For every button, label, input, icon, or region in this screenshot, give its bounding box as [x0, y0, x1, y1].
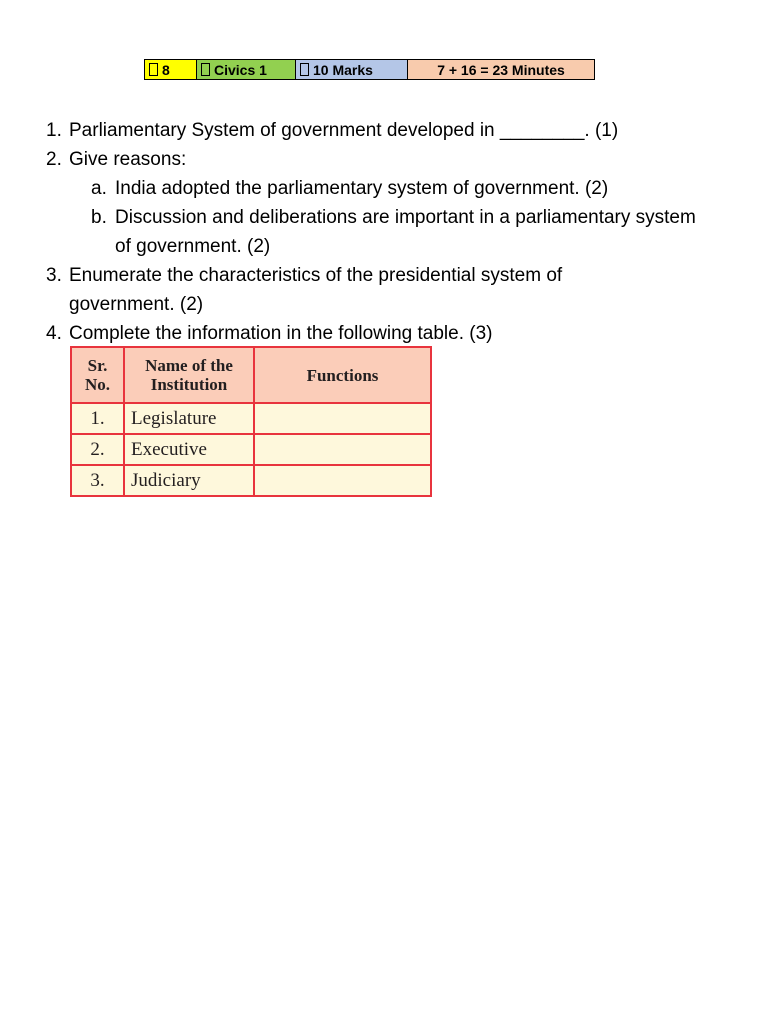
subquestion-letter: a.	[91, 178, 107, 199]
subquestion-letter: b.	[91, 207, 107, 228]
info-bar	[144, 59, 595, 80]
subquestion-text: India adopted the parliamentary system of government. (2)	[115, 178, 609, 199]
header-sr-no: Sr. No.	[71, 347, 124, 403]
question-number: 3.	[46, 265, 62, 286]
subquestion-text: Discussion and deliberations are important in a parliamentary system of government. (2)	[115, 207, 696, 257]
table-row	[71, 434, 431, 465]
question-number: 2.	[46, 149, 62, 170]
institution-cell: Judiciary	[124, 465, 254, 496]
time-label: 7 + 16 = 23 Minutes	[437, 61, 565, 78]
question-text: Give reasons:	[69, 149, 187, 170]
question-text: Enumerate the characteristics of the presidential system of government. (2)	[69, 265, 563, 315]
question-list	[46, 116, 746, 348]
question-text: Complete the information in the following table. (3)	[69, 323, 493, 344]
question-2	[46, 145, 746, 174]
functions-cell[interactable]	[254, 403, 431, 434]
standard-label: 8	[162, 61, 170, 78]
marks-label: 10 Marks	[313, 61, 373, 78]
missing-glyph-icon	[149, 63, 158, 76]
header-functions: Functions	[254, 347, 431, 403]
time-cell	[408, 60, 594, 79]
question-text: Parliamentary System of government developed in ________. (1)	[69, 120, 619, 141]
question-number: 1.	[46, 120, 62, 141]
question-2b	[91, 203, 746, 261]
question-4	[46, 319, 746, 348]
institution-table	[70, 346, 432, 497]
subject-label: Civics 1	[214, 61, 267, 78]
functions-cell[interactable]	[254, 465, 431, 496]
functions-cell[interactable]	[254, 434, 431, 465]
question-2a	[91, 174, 746, 203]
table-header-row	[71, 347, 431, 403]
missing-glyph-icon	[300, 63, 309, 76]
table-row	[71, 465, 431, 496]
question-number: 4.	[46, 323, 62, 344]
marks-cell	[296, 60, 408, 79]
sr-cell: 3.	[71, 465, 124, 496]
header-institution: Name of the Institution	[124, 347, 254, 403]
institution-cell: Executive	[124, 434, 254, 465]
sr-cell: 2.	[71, 434, 124, 465]
institution-cell: Legislature	[124, 403, 254, 434]
standard-cell	[145, 60, 197, 79]
question-3	[46, 261, 746, 319]
missing-glyph-icon	[201, 63, 210, 76]
sr-cell: 1.	[71, 403, 124, 434]
subject-cell	[197, 60, 296, 79]
table-row	[71, 403, 431, 434]
question-1	[46, 116, 746, 145]
